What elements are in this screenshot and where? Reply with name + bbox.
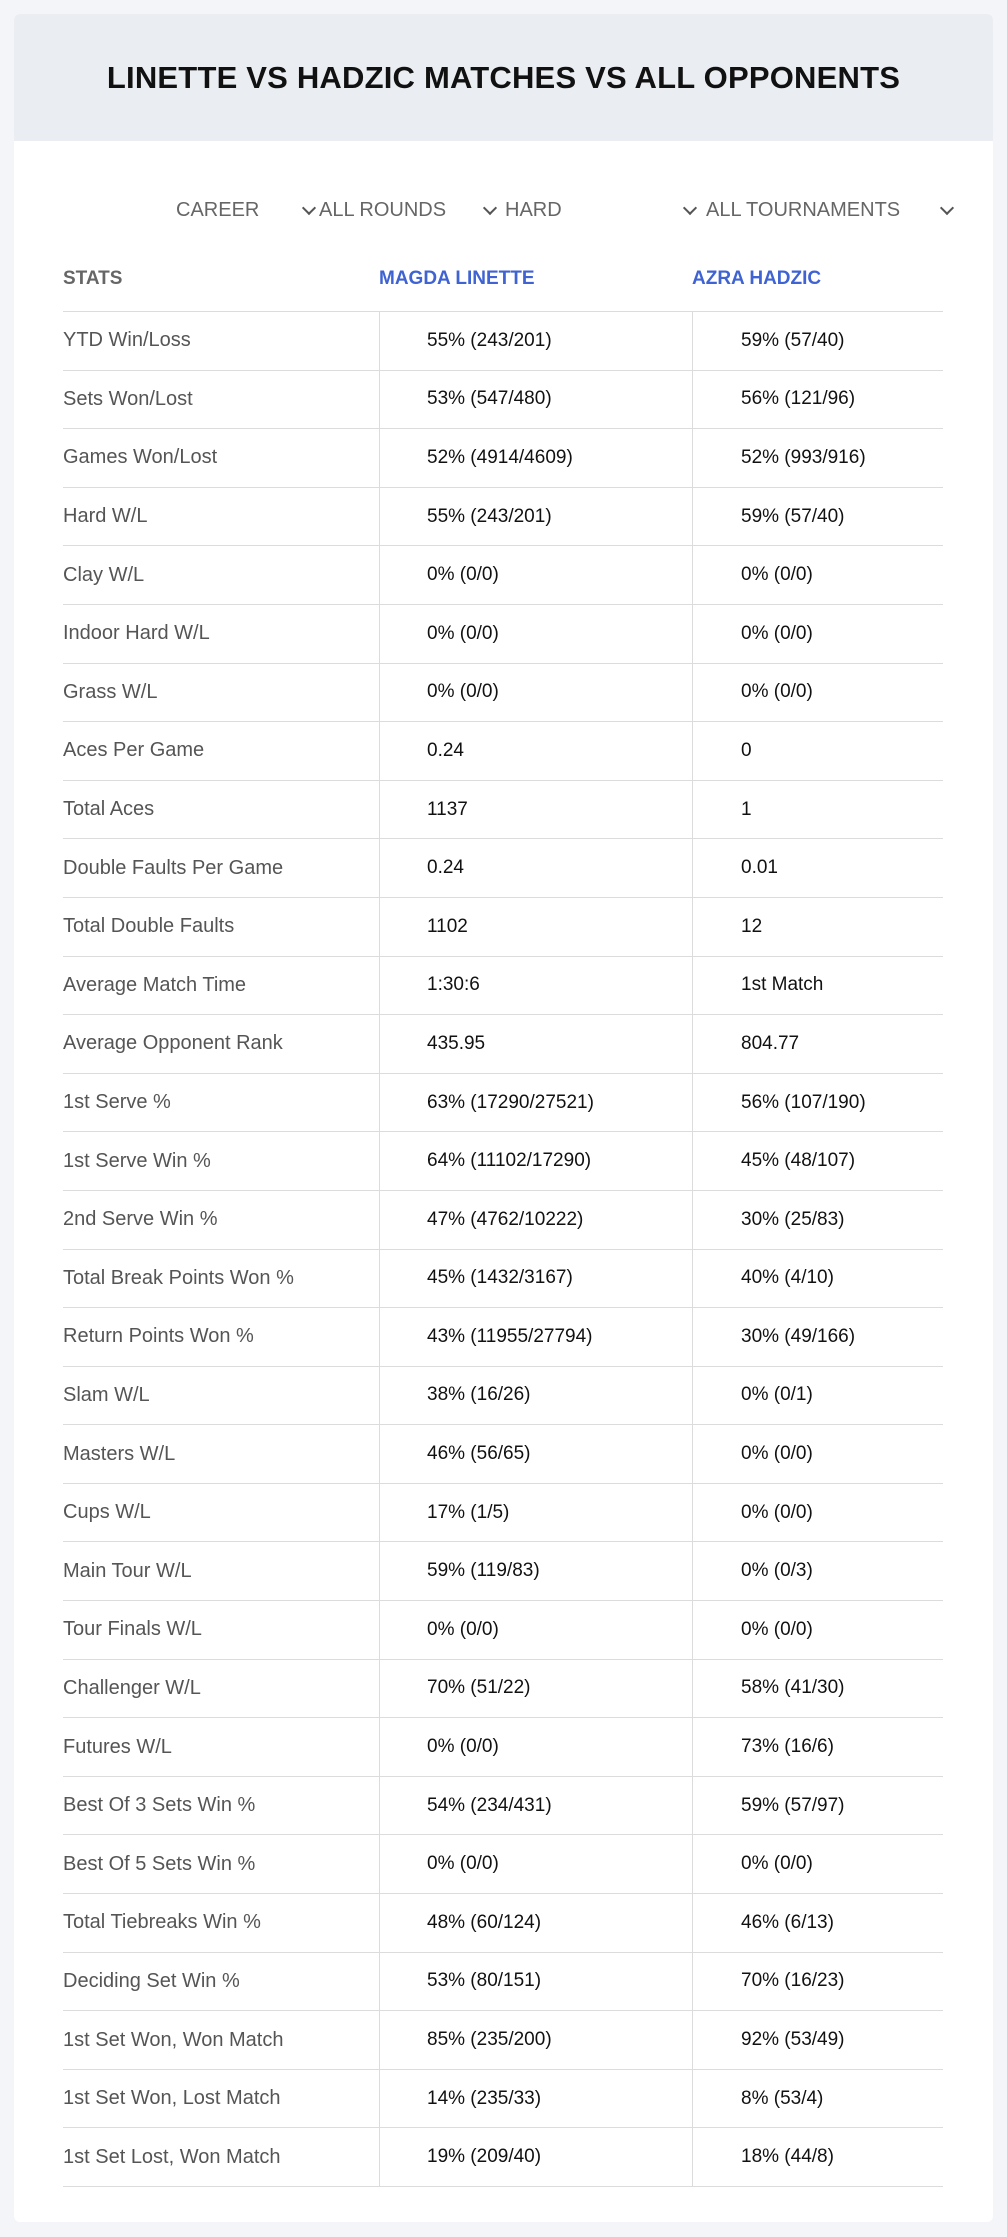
player2-value: 56% (107/190) — [741, 1091, 866, 1113]
stat-label: 1st Serve % — [63, 1091, 171, 1114]
player2-value: 30% (25/83) — [741, 1208, 845, 1230]
table-row — [63, 1132, 943, 1191]
player1-value: 1:30:6 — [427, 974, 480, 996]
player1-value: 0.24 — [427, 857, 464, 879]
table-row — [63, 957, 943, 1016]
stat-label: Total Double Faults — [63, 915, 235, 938]
stat-label: 2nd Serve Win % — [63, 1208, 218, 1231]
player2-value: 1st Match — [741, 974, 824, 996]
career-dropdown[interactable] — [176, 190, 314, 230]
table-row — [63, 1425, 943, 1484]
table-row — [63, 1894, 943, 1953]
stats-card — [14, 14, 993, 2222]
player1-value: 0% (0/0) — [427, 622, 499, 644]
stat-label: Tour Finals W/L — [63, 1618, 202, 1641]
player1-value: 54% (234/431) — [427, 1794, 552, 1816]
player1-value: 47% (4762/10222) — [427, 1208, 584, 1230]
table-row — [63, 1015, 943, 1074]
player1-value: 1137 — [427, 798, 468, 820]
player2-value: 59% (57/40) — [741, 505, 845, 527]
player1-value: 43% (11955/27794) — [427, 1325, 593, 1347]
table-row — [63, 1484, 943, 1543]
table-row — [63, 546, 943, 605]
table-row — [63, 371, 943, 430]
stat-label: Average Match Time — [63, 973, 247, 996]
surface-dropdown-value: HARD — [505, 198, 562, 221]
player1-value: 45% (1432/3167) — [427, 1267, 573, 1289]
player2-value: 58% (41/30) — [741, 1677, 845, 1699]
table-row — [63, 312, 943, 371]
player1-value: 48% (60/124) — [427, 1911, 542, 1933]
player2-value: 46% (6/13) — [741, 1911, 834, 1933]
player2-value: 0% (0/0) — [741, 1618, 813, 1640]
stat-label: Total Tiebreaks Win % — [63, 1911, 261, 1934]
player2-value: 40% (4/10) — [741, 1267, 834, 1289]
table-row — [63, 839, 943, 898]
player1-value: 19% (209/40) — [427, 2146, 542, 2168]
stat-label: Aces Per Game — [63, 739, 205, 762]
stat-label: Sets Won/Lost — [63, 387, 193, 410]
chevron-down-icon — [940, 201, 954, 215]
chevron-down-icon — [302, 201, 316, 215]
player1-value: 38% (16/26) — [427, 1384, 531, 1406]
stat-label: Double Faults Per Game — [63, 856, 284, 879]
player2-value: 30% (49/166) — [741, 1325, 856, 1347]
player1-value: 53% (547/480) — [427, 388, 552, 410]
player2-value: 12 — [741, 915, 763, 937]
player2-value: 0% (0/0) — [741, 1501, 813, 1523]
player1-value: 435.95 — [427, 1032, 486, 1054]
rounds-dropdown[interactable] — [319, 190, 495, 230]
table-row — [63, 1660, 943, 1719]
player2-value: 0% (0/0) — [741, 564, 813, 586]
table-row — [63, 2011, 943, 2070]
stat-label: Hard W/L — [63, 505, 148, 528]
stat-label: Grass W/L — [63, 680, 158, 703]
page-title: LINETTE VS HADZIC MATCHES VS ALL OPPONENTS — [106, 59, 901, 95]
player1-value: 64% (11102/17290) — [427, 1150, 592, 1172]
column-header-player2[interactable]: AZRA HADZIC — [692, 268, 822, 289]
player2-value: 0% (0/1) — [741, 1384, 813, 1406]
player2-value: 0% (0/3) — [741, 1560, 813, 1582]
player2-value: 59% (57/40) — [741, 329, 845, 351]
filter-bar — [14, 190, 993, 230]
player1-value: 0% (0/0) — [427, 1853, 499, 1875]
stat-label: Futures W/L — [63, 1735, 172, 1758]
career-dropdown-value: CAREER — [176, 198, 260, 221]
table-row — [63, 1835, 943, 1894]
stat-label: Masters W/L — [63, 1442, 176, 1465]
player2-value: 0% (0/0) — [741, 1443, 813, 1465]
player1-value: 55% (243/201) — [427, 329, 552, 351]
stat-label: 1st Set Won, Won Match — [63, 2028, 284, 2051]
stat-label: Clay W/L — [63, 563, 145, 586]
player2-value: 1 — [741, 798, 752, 820]
stat-label: 1st Serve Win % — [63, 1149, 211, 1172]
stat-label: Return Points Won % — [63, 1325, 254, 1348]
stat-label: Total Aces — [63, 798, 155, 821]
player2-value: 0% (0/0) — [741, 681, 813, 703]
stat-label: Games Won/Lost — [63, 446, 218, 469]
player1-value: 0% (0/0) — [427, 564, 499, 586]
surface-dropdown[interactable] — [505, 190, 695, 230]
stat-label: Challenger W/L — [63, 1676, 201, 1699]
player1-value: 0% (0/0) — [427, 1736, 499, 1758]
table-body — [63, 312, 943, 2187]
table-header — [63, 246, 943, 312]
column-header-stats: STATS — [63, 268, 123, 289]
player2-value: 804.77 — [741, 1032, 800, 1054]
column-header-player1[interactable]: MAGDA LINETTE — [379, 268, 535, 289]
table-row — [63, 1953, 943, 2012]
table-row — [63, 664, 943, 723]
stat-label: 1st Set Lost, Won Match — [63, 2145, 281, 2168]
player2-value: 92% (53/49) — [741, 2029, 845, 2051]
table-row — [63, 1250, 943, 1309]
player1-value: 53% (80/151) — [427, 1970, 542, 1992]
player1-value: 52% (4914/4609) — [427, 446, 573, 468]
table-row — [63, 1718, 943, 1777]
player1-value: 1102 — [427, 915, 468, 937]
table-row — [63, 898, 943, 957]
player1-value: 0% (0/0) — [427, 681, 499, 703]
rounds-dropdown-value: ALL ROUNDS — [319, 198, 447, 221]
tournaments-dropdown[interactable] — [706, 190, 952, 230]
stat-label: 1st Set Won, Lost Match — [63, 2087, 281, 2110]
player2-value: 45% (48/107) — [741, 1150, 856, 1172]
table-row — [63, 429, 943, 488]
player1-value: 59% (119/83) — [427, 1560, 540, 1582]
player1-value: 17% (1/5) — [427, 1501, 510, 1523]
column-divider — [379, 312, 380, 2187]
table-row — [63, 488, 943, 547]
player2-value: 0.01 — [741, 857, 778, 879]
table-row — [63, 1191, 943, 1250]
player1-value: 46% (56/65) — [427, 1443, 531, 1465]
table-row — [63, 2070, 943, 2129]
player1-value: 14% (235/33) — [427, 2087, 542, 2109]
player2-value: 0% (0/0) — [741, 622, 813, 644]
chevron-down-icon — [683, 201, 697, 215]
table-row — [63, 781, 943, 840]
player2-value: 70% (16/23) — [741, 1970, 845, 1992]
player2-value: 8% (53/4) — [741, 2087, 824, 2109]
player2-value: 56% (121/96) — [741, 388, 856, 410]
player1-value: 55% (243/201) — [427, 505, 552, 527]
column-divider — [692, 312, 693, 2187]
player2-value: 0 — [741, 739, 752, 761]
player1-value: 0.24 — [427, 739, 464, 761]
player1-value: 0% (0/0) — [427, 1618, 499, 1640]
stat-label: Total Break Points Won % — [63, 1266, 294, 1289]
tournaments-dropdown-value: ALL TOURNAMENTS — [706, 198, 901, 221]
table-row — [63, 1542, 943, 1601]
table-row — [63, 1308, 943, 1367]
stat-label: YTD Win/Loss — [63, 329, 191, 352]
page-header — [14, 14, 993, 141]
stat-label: Slam W/L — [63, 1383, 150, 1406]
stat-label: Best Of 3 Sets Win % — [63, 1794, 256, 1817]
stat-label: Deciding Set Win % — [63, 1969, 240, 1992]
player2-value: 0% (0/0) — [741, 1853, 813, 1875]
player1-value: 63% (17290/27521) — [427, 1091, 594, 1113]
stat-label: Indoor Hard W/L — [63, 622, 210, 645]
player1-value: 85% (235/200) — [427, 2029, 552, 2051]
stats-table — [63, 246, 943, 2187]
table-row — [63, 605, 943, 664]
table-row — [63, 1074, 943, 1133]
player2-value: 52% (993/916) — [741, 446, 866, 468]
table-row — [63, 1777, 943, 1836]
stat-label: Average Opponent Rank — [63, 1032, 283, 1055]
table-row — [63, 722, 943, 781]
table-row — [63, 2128, 943, 2187]
table-row — [63, 1601, 943, 1660]
stat-label: Best Of 5 Sets Win % — [63, 1852, 256, 1875]
table-row — [63, 1367, 943, 1426]
player2-value: 18% (44/8) — [741, 2146, 834, 2168]
player1-value: 70% (51/22) — [427, 1677, 531, 1699]
stat-label: Main Tour W/L — [63, 1559, 192, 1582]
chevron-down-icon — [483, 201, 497, 215]
player2-value: 73% (16/6) — [741, 1736, 834, 1758]
stat-label: Cups W/L — [63, 1501, 151, 1524]
player2-value: 59% (57/97) — [741, 1794, 845, 1816]
